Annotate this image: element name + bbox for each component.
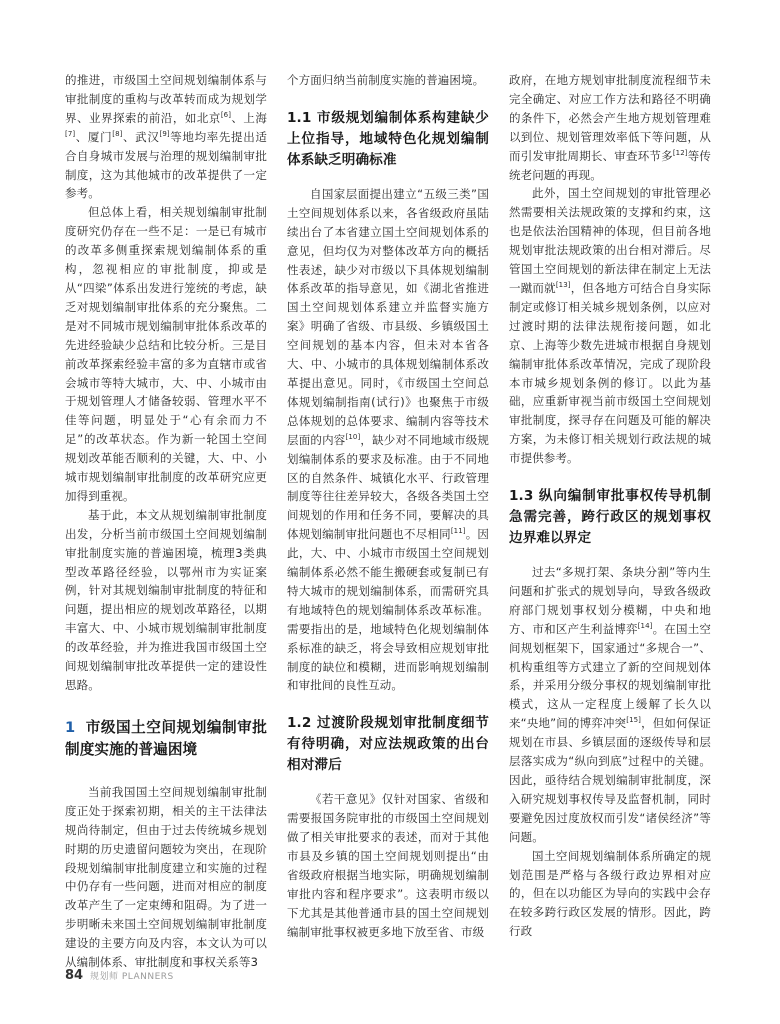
paragraph: 但总体上看，相关规划编制审批制度研究仍存在一些不足：一是已有城市的改革多侧重探索规划编制体系的重构，忽视相应的审批制度，抑或是从“四梁”体系出发进行笼统的考虑，缺乏对规划编制审批体系的充分聚焦。二是对不同城市规划编制审批体系改革的先进经验缺少总结和比较分析。三是目前改革探索经验丰富的多为直辖市或省会城市等特大城市，大、中、小城市由于规划管理人才储备较弱、管理水平不佳等问题，明显处于“心有余而力不足”的改革状态。作为新一轮国土空间规划改革能否顺利的关键，大、中、小城市规划编制审批制度的改革研究应更加得到重视。 [65, 205, 267, 503]
paragraph: 国土空间规划编制体系所确定的规划范围是严格与各级行政边界相对应的，但在以功能区为导向的实践中会存在较多跨行政区发展的情形。因此，跨行政 [509, 848, 711, 939]
page-number: 84 [65, 968, 84, 983]
section-number: 1 [65, 718, 76, 736]
column-2 [287, 71, 489, 942]
column-3 [509, 71, 711, 941]
paragraph: 自国家层面提出建立“五级三类”国土空间规划体系以来，各省级政府虽陆续出台了本省建立国土空间规划体系的意见，但均仅为对整体改革方向的概括性表述，缺少对市级以下具体规划编制体系改革的指导意见，如《湖北省推进国土空间规划体系建立并监督实施方案》明确了省级、市县级、乡镇级国土空间规划的基本内容，但未对本省各大、中、小城市的具体规划编制体系改革提出意见。同时，《市级国土空间总体规划编制指南(试行)》也聚焦于市级总体规划的总体要求、编制内容等技术层面的内容[10]，缺少对不同地域市级规划编制体系的要求及标准。由于不同地区的自然条件、城镇化水平、行政管理制度等往往差异较大，各级各类国土空间规划的作用和任务不同，要解决的具体规划编制审批问题也不尽相同[11]。因此，大、中、小城市市级国土空间规划编制体系必然不能生搬硬套或复制已有特大城市的规划编制体系，而需研究具有地域特色的规划编制体系改革标准。需要指出的是，地域特色化规划编制体系标准的缺乏，将会导致相应规划审批制度的缺位和模糊，进而影响规划编制和审批间的良性互动。 [287, 186, 490, 693]
subsection-heading-1-3: 1.3 纵向编制审批事权传导机制急需完善，跨行政区的规划事权边界难以界定 [509, 488, 711, 547]
subsection-heading-1-2: 1.2 过渡阶段规划审批制度细节有待明确，对应法规政策的出台相对滞后 [287, 715, 489, 774]
section-title: 市级国土空间规划编制审批制度实施的普遍困境 [65, 718, 267, 758]
citation[interactable]: [9] [159, 129, 170, 138]
column-1 [65, 71, 267, 972]
paragraph: 政府，在地方规划审批制度流程细节未完全确定、对应工作方法和路径不明确的条件下，必然会产生地方规划管理难以到位、规划管理效率低下等问题，从而引发审批周期长、审查环节多[12]等传统老问题的再现。 [509, 73, 711, 182]
citation[interactable]: [13] [555, 281, 571, 290]
paragraph: 基于此，本文从规划编制审批制度出发，分析当前市级国土空间规划编制审批制度实施的普遍困境，梳理3类典型改革路径经验，以鄂州市为实证案例，针对其规划编制审批制度的特征和问题，提出相应的规划改革路径，以期丰富大、中、小城市规划编制审批制度的改革经验，并为推进我国市级国土空间规划编制审批改革提供一定的建设性思路。 [65, 507, 267, 692]
paragraph: 的推进，市级国土空间规划编制体系与审批制度的重构与改革转而成为规划学界、业界探索的前沿，如北京[6]、上海[7]、厦门[8]、武汉[9]等地均率先提出适合自身城市发展与治理的规划编制审批制度，这为其他城市的改革提供了一定参考。 [65, 73, 267, 201]
citation[interactable]: [10] [345, 432, 361, 441]
citation[interactable]: [14] [637, 621, 653, 630]
page-footer [65, 968, 174, 983]
subsection-heading-1-1: 1.1 市级规划编制体系构建缺少上位指导，地域特色化规划编制体系缺乏明确标准 [287, 109, 489, 168]
section-heading-1 [65, 717, 267, 761]
citation[interactable]: [15] [626, 716, 642, 725]
citation[interactable]: [12] [672, 148, 688, 157]
journal-name: 规划师 PLANNERS [89, 972, 174, 982]
citation[interactable]: [7] [65, 129, 76, 138]
citation[interactable]: [6] [220, 110, 232, 119]
paragraph: 此外，国土空间规划的审批管理必然需要相关法规政策的支撑和约束，这也是依法治国精神的体现，但目前各地规划审批法规政策的出台相对滞后。尽管国土空间规划的新法律在制定上无法一蹴而就[13]，但各地方可结合自身实际制定或修订相关城乡规划条例，以应对过渡时期的法律法规衔接问题，如北京、上海等少数先进城市根据自身规划编制审批体系改革情况，完成了现阶段本市城乡规划条例的修订。以此为基础，应重新审视当前市级国土空间规划审批制度，探寻存在问题及可能的解决方案，为未修订相关规划行政法规的城市提供参考。 [509, 186, 711, 466]
citation[interactable]: [8] [112, 129, 123, 138]
paragraph: 《若干意见》仅针对国家、省级和需要报国务院审批的市级国土空间规划做了相关审批要求的表述，而对于其他市县及乡镇的国土空间规划则提出“由省级政府根据当地实际，明确规划编制审批内容和程序要求”。这表明市级以下尤其是其他普通市县的国土空间规划编制审批事权被更多地下放至省、市级 [287, 792, 489, 939]
paragraph: 个方面归纳当前制度实施的普遍困境。 [287, 73, 485, 87]
citation[interactable]: [11] [450, 527, 466, 536]
paragraph: 过去“多规打架、条块分割”等内生问题和扩张式的规划导向，导致各级政府部门规划事权划分模糊，中央和地方、市和区产生利益博弈[14]。在国土空间规划框架下，国家通过“多规合一”、机构重组等方式建立了新的空间规划体系，并采用分级分事权的规划编制审批模式，这从一定程度上缓解了长久以来“央地”间的博弈冲突[15]，但如何保证规划在市县、乡镇层面的逐级传导和层层落实成为“纵向到底”过程中的关键。因此，亟待结合规划编制审批制度，深入研究规划事权传导及监督机制，同时要避免因过度放权而引发“诸侯经济”等问题。 [509, 565, 712, 844]
paragraph: 当前我国国土空间规划编制审批制度正处于探索初期，相关的主干法律法规尚待制定，但由于过去传统城乡规划时期的历史遗留问题较为突出，在现阶段规划编制审批制度建立和实施的过程中仍存有一些问题，进而对相应的制度改革产生了一定束缚和阻碍。为了进一步明晰未来国土空间规划编制审批制度建设的主要方向及内容，本文认为可以从编制体系、审批制度和事权关系等3 [65, 784, 267, 970]
